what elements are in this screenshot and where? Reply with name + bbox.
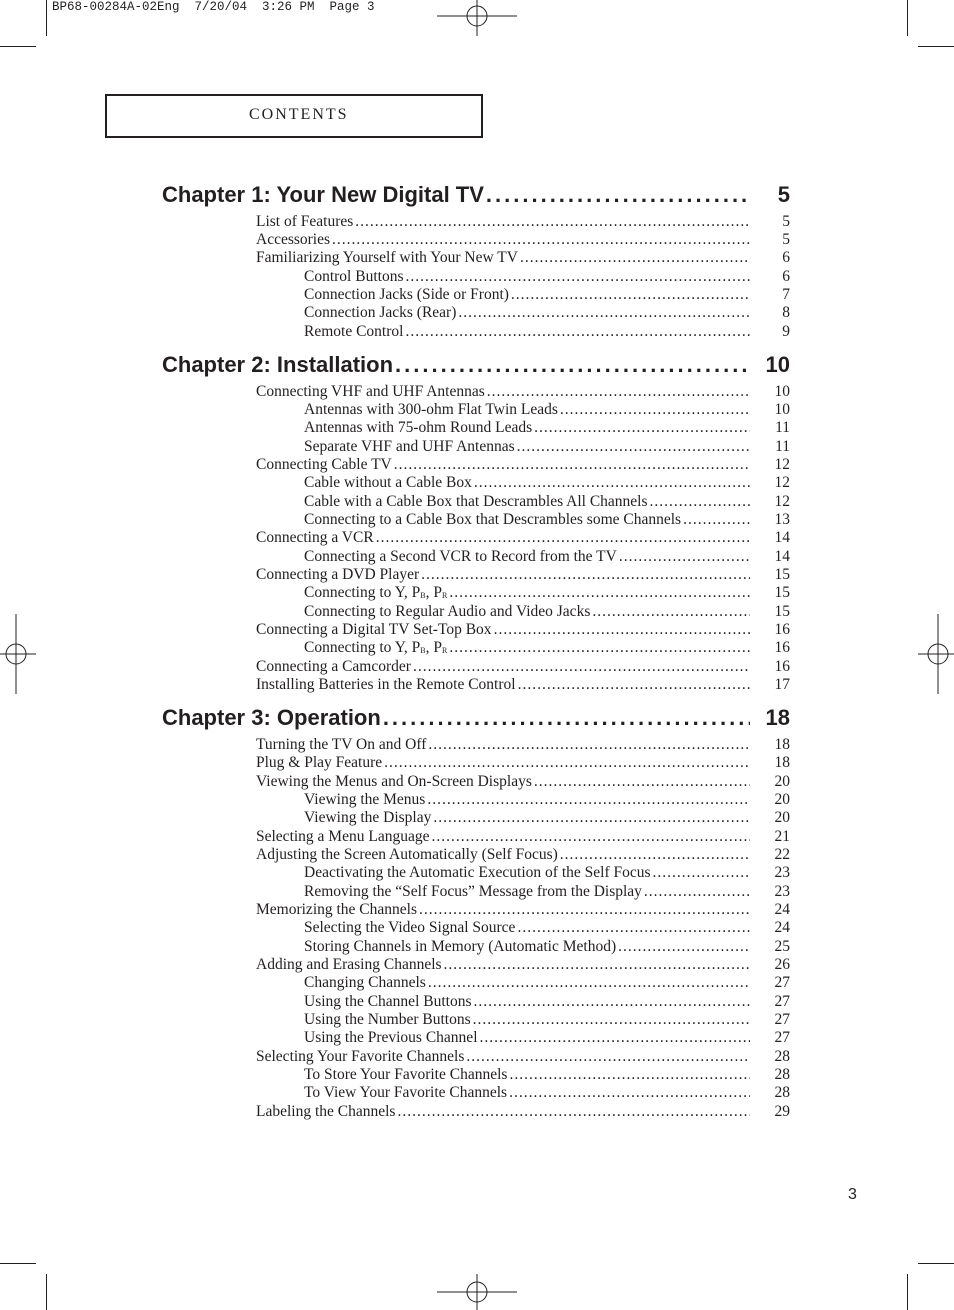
toc-entry <box>256 658 752 676</box>
toc-entry-title: Remote Control <box>304 323 404 340</box>
dot-leader <box>534 773 750 791</box>
toc-entry-title: Familiarizing Yourself with Your New TV <box>256 249 518 266</box>
toc-entry-title: Connection Jacks (Rear) <box>304 304 457 321</box>
toc-entry <box>256 621 752 639</box>
toc-entry-title: Storing Channels in Memory (Automatic Method) <box>304 938 617 955</box>
toc-entry-page: 16 <box>774 658 790 675</box>
toc-entry-title: Selecting Your Favorite Channels <box>256 1048 465 1065</box>
toc-entry <box>304 323 752 341</box>
dot-leader <box>487 383 750 401</box>
dot-leader <box>644 883 750 901</box>
dot-leader <box>592 603 750 621</box>
toc-entry-page: 21 <box>774 828 790 845</box>
toc-entry-page: 15 <box>774 566 790 583</box>
toc-entry-title: Using the Previous Channel <box>304 1029 478 1046</box>
dot-leader <box>431 828 750 846</box>
toc-entry-title-part: , P <box>425 639 442 656</box>
toc-entry <box>256 736 752 754</box>
dot-leader <box>413 658 750 676</box>
toc-entry-title: Connecting a Camcorder <box>256 658 411 675</box>
toc-entry <box>256 754 752 772</box>
dot-leader <box>520 249 750 267</box>
toc-entry-title: Viewing the Menus <box>304 791 426 808</box>
dot-leader <box>355 213 750 231</box>
toc-entry-title: Connecting a VCR <box>256 529 374 546</box>
crop-mark-top-left-v <box>46 0 47 36</box>
toc-entry <box>304 401 752 419</box>
toc-entry-page: 29 <box>774 1103 790 1120</box>
toc-entry-title: Selecting a Menu Language <box>256 828 430 845</box>
chapter-heading <box>162 705 752 731</box>
crop-mark-top-left-h <box>0 46 36 47</box>
dot-leader <box>427 791 750 809</box>
dot-leader <box>473 993 750 1011</box>
chapter-page-number: 10 <box>765 352 790 377</box>
toc-entry <box>256 566 752 584</box>
toc-entry-page: 25 <box>774 938 790 955</box>
crop-mark-top-right-v <box>907 0 908 36</box>
toc-entry-title: Installing Batteries in the Remote Control <box>256 676 516 693</box>
toc-entry-page: 24 <box>774 901 790 918</box>
toc-entry-title <box>304 639 447 657</box>
toc-entry <box>304 1029 752 1047</box>
toc-entry-page: 16 <box>774 639 790 656</box>
toc-entry <box>304 419 752 437</box>
toc-entry-page: 20 <box>774 791 790 808</box>
toc-entry-page: 23 <box>774 883 790 900</box>
toc-entry <box>256 773 752 791</box>
toc-entry-title: Cable without a Cable Box <box>304 474 472 491</box>
registration-mark-bottom <box>437 1274 517 1310</box>
toc-entry-page: 12 <box>774 456 790 473</box>
dot-leader <box>534 419 750 437</box>
registration-mark-right <box>918 614 954 694</box>
toc-entry-title: Memorizing the Channels <box>256 901 417 918</box>
chapter-page-number: 18 <box>765 705 790 730</box>
toc-entry-page: 17 <box>774 676 790 693</box>
toc-entry <box>256 676 752 694</box>
dot-leader <box>384 754 750 772</box>
toc-entry-page: 27 <box>774 1029 790 1046</box>
toc-entry-title: Accessories <box>256 231 331 248</box>
toc-entry <box>304 548 752 566</box>
toc-entry-page: 28 <box>774 1048 790 1065</box>
toc-entry-title: Adding and Erasing Channels <box>256 956 442 973</box>
toc-entry <box>256 956 752 974</box>
crop-mark-top-right-h <box>918 46 954 47</box>
toc-entry-title: Connection Jacks (Side or Front) <box>304 286 509 303</box>
toc-entry <box>304 809 752 827</box>
subscript: R <box>441 591 448 600</box>
toc-entry <box>256 1103 752 1121</box>
chapter-heading <box>162 182 752 208</box>
toc-entry-title: Turning the TV On and Off <box>256 736 427 753</box>
toc-entry-title: List of Features <box>256 213 354 230</box>
dot-leader <box>395 352 750 378</box>
toc-entry-page: 14 <box>774 548 790 565</box>
dot-leader <box>433 809 750 827</box>
crop-mark-bottom-left-h <box>0 1263 36 1264</box>
toc-entry <box>304 919 752 937</box>
registration-mark-top <box>437 0 517 36</box>
toc-entry <box>304 474 752 492</box>
toc-entry <box>304 268 752 286</box>
toc-entry-page: 6 <box>782 268 790 285</box>
toc-entry-page: 12 <box>774 493 790 510</box>
toc-entry <box>256 846 752 864</box>
toc-entry-page: 27 <box>774 993 790 1010</box>
dot-leader <box>511 286 750 304</box>
toc-entry-title-part: Connecting to Y, P <box>304 639 421 656</box>
dot-leader <box>449 639 750 657</box>
toc-entry-page: 28 <box>774 1084 790 1101</box>
toc-entry-title: Antennas with 75-ohm Round Leads <box>304 419 533 436</box>
toc-entry <box>304 883 752 901</box>
toc-entry-page: 11 <box>775 419 790 436</box>
toc-entry-page: 5 <box>782 213 790 230</box>
toc-entry <box>304 639 752 657</box>
toc-entry <box>304 438 752 456</box>
chapter-title: Chapter 2: Installation <box>162 352 394 377</box>
subscript: B <box>420 591 426 600</box>
subscript: R <box>441 646 448 655</box>
toc-entry-title: Adjusting the Screen Automatically (Self Focus) <box>256 846 558 863</box>
dot-leader <box>474 474 750 492</box>
toc-entry <box>256 529 752 547</box>
toc-entry-page: 14 <box>774 529 790 546</box>
toc-entry <box>304 791 752 809</box>
dot-leader <box>444 956 750 974</box>
toc-entry <box>304 286 752 304</box>
dot-leader <box>397 1103 750 1121</box>
toc-entry-title: Plug & Play Feature <box>256 754 383 771</box>
toc-entry <box>304 1084 752 1102</box>
toc-entry-title: Viewing the Menus and On-Screen Displays <box>256 773 532 790</box>
toc-entry-title: Connecting a Digital TV Set-Top Box <box>256 621 492 638</box>
toc-entry-page: 15 <box>774 603 790 620</box>
toc-entry-page: 18 <box>774 736 790 753</box>
toc-entry-page: 22 <box>774 846 790 863</box>
dot-leader <box>560 401 750 419</box>
dot-leader <box>509 1066 750 1084</box>
toc-entry-page: 18 <box>774 754 790 771</box>
dot-leader <box>421 566 750 584</box>
dot-leader <box>618 938 750 956</box>
toc-entry-page: 12 <box>774 474 790 491</box>
dot-leader <box>376 529 750 547</box>
toc-entry-page: 20 <box>774 773 790 790</box>
toc-entry-page: 6 <box>782 249 790 266</box>
toc-entry-title <box>304 584 447 602</box>
toc-entry-title-part: , P <box>425 584 442 601</box>
toc-entry-title-part: Connecting to Y, P <box>304 584 421 601</box>
toc-entry-title: Using the Channel Buttons <box>304 993 472 1010</box>
contents-heading: CONTENTS <box>249 106 349 123</box>
toc-entry <box>304 304 752 322</box>
dot-leader <box>650 493 750 511</box>
toc-entry-page: 16 <box>774 621 790 638</box>
toc-entry-page: 13 <box>774 511 790 528</box>
dot-leader <box>619 548 750 566</box>
toc-entry-page: 20 <box>774 809 790 826</box>
toc-entry-title: Selecting the Video Signal Source <box>304 919 516 936</box>
toc-entry-page: 28 <box>774 1066 790 1083</box>
toc-entry <box>304 1066 752 1084</box>
dot-leader <box>653 864 750 882</box>
crop-mark-bottom-left-v <box>46 1274 47 1310</box>
toc-entry-title: To Store Your Favorite Channels <box>304 1066 508 1083</box>
page-number: 3 <box>848 1186 857 1203</box>
crop-mark-bottom-right-v <box>907 1274 908 1310</box>
toc-entry <box>304 603 752 621</box>
toc-entry-page: 10 <box>774 401 790 418</box>
toc-entry <box>304 974 752 992</box>
toc-entry-title: Changing Channels <box>304 974 426 991</box>
toc-entry-title: Viewing the Display <box>304 809 432 826</box>
dot-leader <box>458 304 750 322</box>
toc-entry-page: 23 <box>774 864 790 881</box>
toc-entry <box>304 993 752 1011</box>
toc-entry <box>304 511 752 529</box>
dot-leader <box>394 456 750 474</box>
toc-entry-title: Labeling the Channels <box>256 1103 396 1120</box>
contents-header-box <box>105 94 483 138</box>
toc-entry-title: Cable with a Cable Box that Descrambles All Channels <box>304 493 648 510</box>
toc-entry-page: 10 <box>774 383 790 400</box>
toc-entry-page: 24 <box>774 919 790 936</box>
toc-entry-page: 27 <box>774 974 790 991</box>
toc-entry <box>256 828 752 846</box>
toc-entry-title: Connecting to a Cable Box that Descrambles some Channels <box>304 511 682 528</box>
chapter-title: Chapter 3: Operation <box>162 705 381 730</box>
toc-entry-title: Using the Number Buttons <box>304 1011 471 1028</box>
toc-entry <box>256 901 752 919</box>
dot-leader <box>428 974 750 992</box>
toc-entry-page: 27 <box>774 1011 790 1028</box>
dot-leader <box>494 621 750 639</box>
toc-entry-title: Removing the “Self Focus” Message from the Display <box>304 883 642 900</box>
toc-entry-title: Control Buttons <box>304 268 404 285</box>
toc-entry-title: Connecting Cable TV <box>256 456 392 473</box>
crop-mark-bottom-right-h <box>918 1263 954 1264</box>
toc-entry <box>256 249 752 267</box>
toc-entry <box>304 584 752 602</box>
toc-entry-title: Deactivating the Automatic Execution of the Self Focus <box>304 864 651 881</box>
print-slug: BP68-00284A-02Eng 7/20/04 3:26 PM Page 3 <box>52 0 375 14</box>
toc-entry <box>304 1011 752 1029</box>
toc-entry-title: To View Your Favorite Channels <box>304 1084 508 1101</box>
toc-entry-title: Separate VHF and UHF Antennas <box>304 438 515 455</box>
toc-entry-page: 11 <box>775 438 790 455</box>
dot-leader <box>486 182 750 208</box>
chapter-heading <box>162 352 752 378</box>
toc-entry <box>256 231 752 249</box>
dot-leader <box>509 1084 750 1102</box>
chapter-title: Chapter 1: Your New Digital TV <box>162 182 484 207</box>
toc-entry <box>304 493 752 511</box>
toc-entry-page: 7 <box>782 286 790 303</box>
dot-leader <box>517 438 750 456</box>
dot-leader <box>405 323 750 341</box>
toc-entry-page: 26 <box>774 956 790 973</box>
toc-entry-title: Connecting a DVD Player <box>256 566 420 583</box>
dot-leader <box>518 676 750 694</box>
dot-leader <box>332 231 750 249</box>
dot-leader <box>449 584 750 602</box>
dot-leader <box>419 901 750 919</box>
chapter-page-number: 5 <box>777 182 790 207</box>
subscript: B <box>420 646 426 655</box>
toc-entry-title: Connecting to Regular Audio and Video Jacks <box>304 603 591 620</box>
dot-leader <box>383 705 750 731</box>
toc-entry <box>256 456 752 474</box>
toc-entry <box>256 1048 752 1066</box>
toc-entry <box>304 938 752 956</box>
toc-entry-page: 15 <box>774 584 790 601</box>
toc-entry-page: 5 <box>782 231 790 248</box>
toc-entry-title: Connecting a Second VCR to Record from the TV <box>304 548 617 565</box>
dot-leader <box>466 1048 750 1066</box>
dot-leader <box>683 511 750 529</box>
toc-entry <box>256 383 752 401</box>
dot-leader <box>428 736 750 754</box>
toc-entry-title: Connecting VHF and UHF Antennas <box>256 383 485 400</box>
toc-entry-title: Antennas with 300-ohm Flat Twin Leads <box>304 401 558 418</box>
dot-leader <box>480 1029 751 1047</box>
toc-entry <box>304 864 752 882</box>
registration-mark-left <box>0 614 36 694</box>
toc-entry <box>256 213 752 231</box>
toc-entry-page: 8 <box>782 304 790 321</box>
dot-leader <box>473 1011 750 1029</box>
dot-leader <box>560 846 750 864</box>
dot-leader <box>405 268 750 286</box>
toc-entry-page: 9 <box>782 323 790 340</box>
dot-leader <box>517 919 750 937</box>
